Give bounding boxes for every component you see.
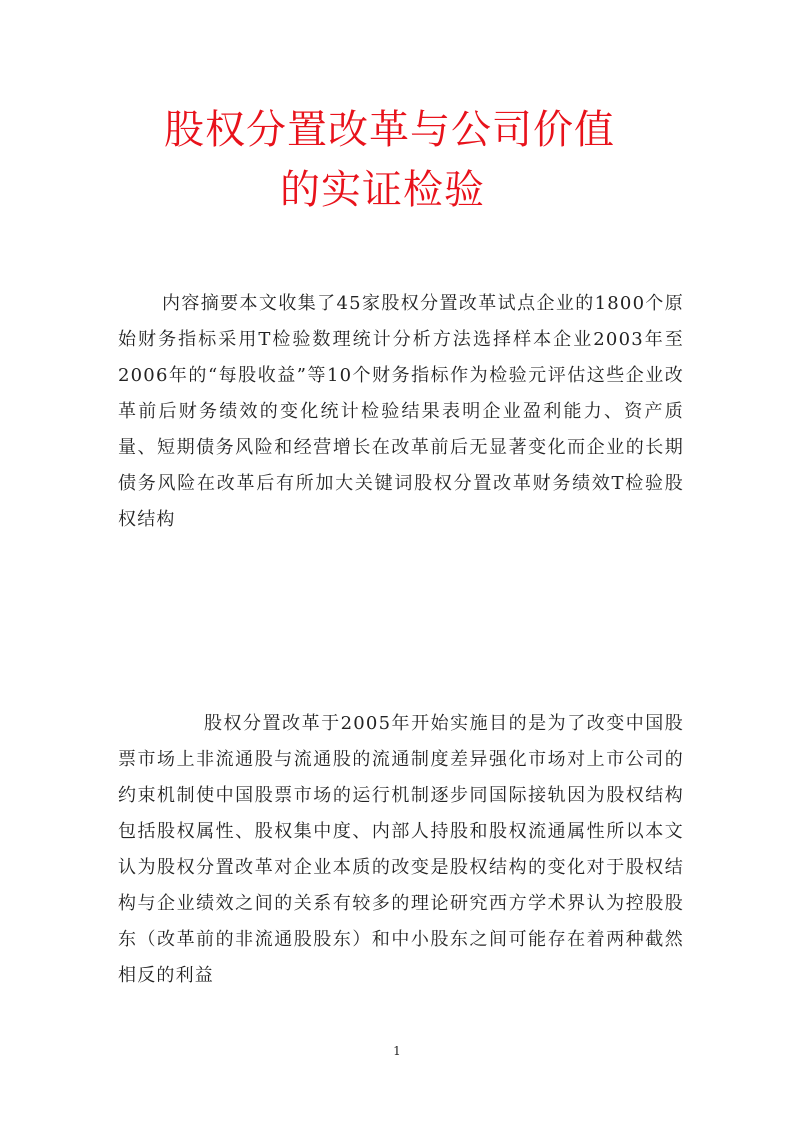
page-number: 1 xyxy=(393,1044,401,1058)
title-line-1: 股权分置改革与公司价值 xyxy=(164,107,615,153)
document-title xyxy=(0,100,794,220)
abstract-paragraph: 内容摘要本文收集了45家股权分置改革试点企业的1800个原始财务指标采用T检验数理统计分析方法选择样本企业2003年至2006年的“每股收益”等10个财务指标作为检验元评估这些企业改革前后财务绩效的变化统计检验结果表明企业盈利能力、资产质量、短期债务风险和经营增长在改革前后无显著变化而企业的长期债务风险在改革后有所加大关键词股权分置改革财务绩效T检验股权结构 xyxy=(118,293,684,530)
title-line-2: 的实证检验 xyxy=(280,167,485,213)
body-paragraph: 股权分置改革于2005年开始实施目的是为了改变中国股票市场上非流通股与流通股的流通制度差异强化市场对上市公司的约束机制使中国股票市场的运行机制逐步同国际接轨因为股权结构包括股权属性、股权集中度、内部人持股和股权流通属性所以本文认为股权分置改革对企业本质的改变是股权结构的变化对于股权结构与企业绩效之间的关系有较多的理论研究西方学术界认为控股股东（改革前的非流通股股东）和中小股东之间可能存在着两种截然相反的利益 xyxy=(118,713,684,986)
